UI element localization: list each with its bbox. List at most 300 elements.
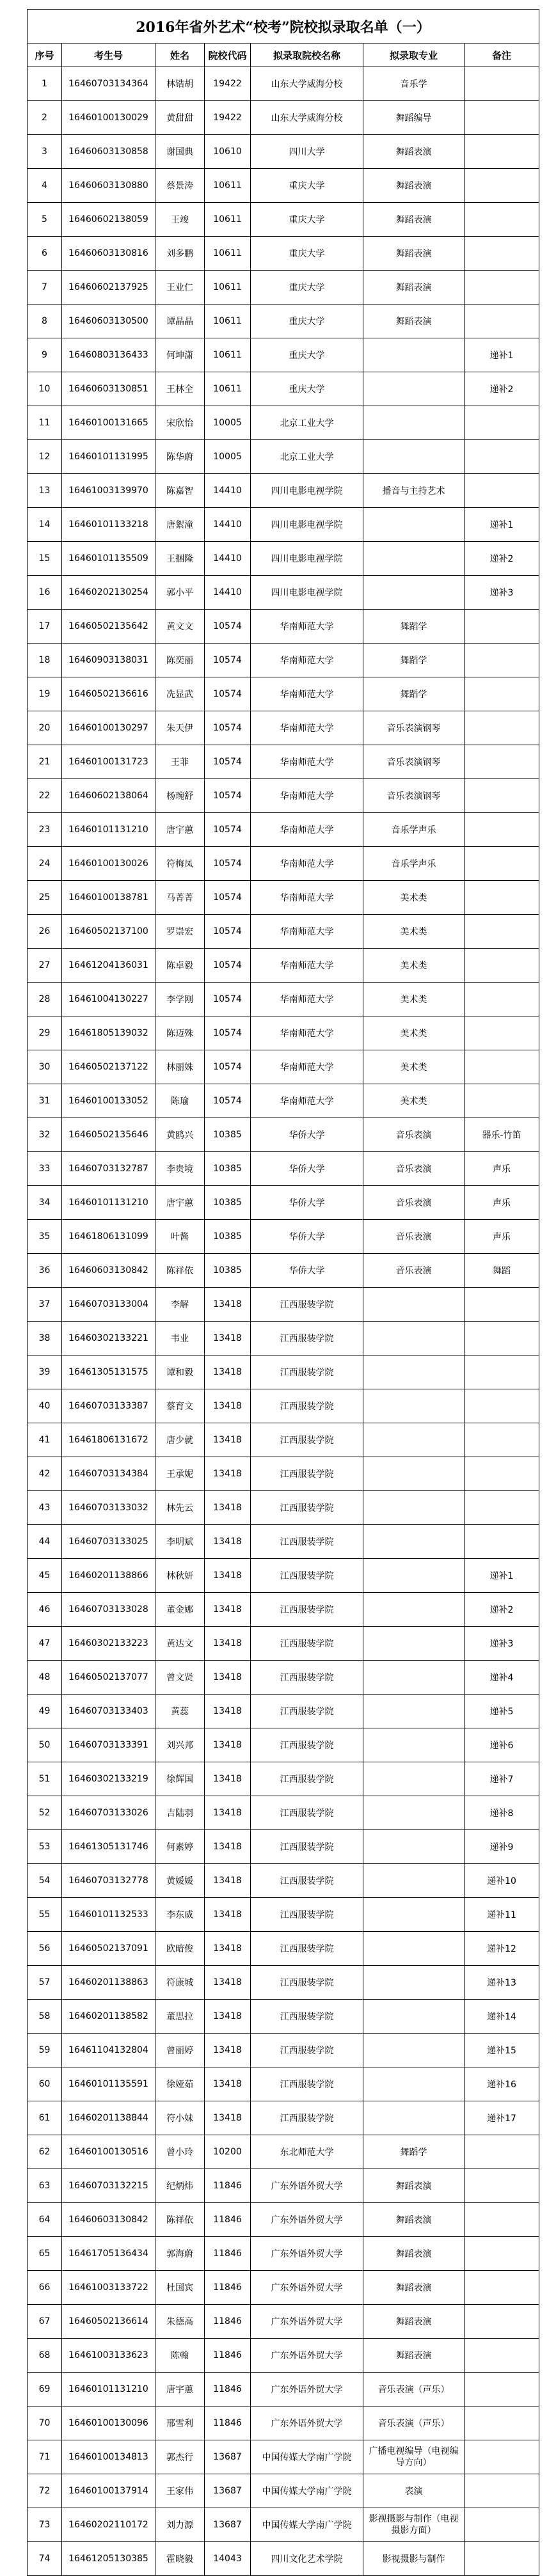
cell-remark <box>465 101 539 135</box>
cell-school-name: 中国传媒大学南广学院 <box>251 2440 363 2474</box>
cell-school-code: 14410 <box>205 576 251 610</box>
cell-remark: 递补2 <box>465 372 539 406</box>
admission-sheet <box>27 9 539 2576</box>
cell-school-code: 13687 <box>205 2440 251 2474</box>
cell-index: 61 <box>28 2101 62 2135</box>
cell-exam-id: 16461205130385 <box>62 2542 155 2576</box>
cell-name: 唐宇蕙 <box>155 2373 205 2406</box>
cell-school-name: 江西服装学院 <box>251 2000 363 2034</box>
table-row <box>28 2305 539 2339</box>
cell-remark: 声乐 <box>465 1186 539 1220</box>
cell-remark <box>465 1355 539 1389</box>
cell-exam-id: 16460101132533 <box>62 1898 155 1932</box>
table-row <box>28 949 539 983</box>
cell-exam-id: 16460302133223 <box>62 1627 155 1661</box>
cell-remark <box>465 779 539 813</box>
cell-school-code: 13418 <box>205 1457 251 1491</box>
table-row <box>28 813 539 847</box>
cell-name: 王竣 <box>155 203 205 237</box>
cell-index: 44 <box>28 1525 62 1559</box>
cell-remark <box>465 2135 539 2169</box>
table-row <box>28 1491 539 1525</box>
cell-school-code: 11846 <box>205 2373 251 2406</box>
cell-school-code: 11846 <box>205 2203 251 2237</box>
cell-school-name: 江西服装学院 <box>251 1762 363 1796</box>
cell-school-code: 19422 <box>205 67 251 101</box>
table-row <box>28 2135 539 2169</box>
cell-school-code: 13418 <box>205 1322 251 1355</box>
cell-major <box>363 576 465 610</box>
cell-name: 李东威 <box>155 1898 205 1932</box>
cell-major: 舞蹈学 <box>363 610 465 644</box>
cell-remark: 递补1 <box>465 1559 539 1593</box>
cell-remark: 递补1 <box>465 338 539 372</box>
cell-major: 美术类 <box>363 949 465 983</box>
cell-school-code: 10611 <box>205 372 251 406</box>
cell-school-name: 江西服装学院 <box>251 1423 363 1457</box>
cell-school-name: 广东外语外贸大学 <box>251 2373 363 2406</box>
cell-exam-id: 16460703132215 <box>62 2169 155 2203</box>
cell-major: 舞蹈表演 <box>363 2169 465 2203</box>
cell-index: 21 <box>28 745 62 779</box>
table-row <box>28 135 539 169</box>
cell-remark <box>465 2169 539 2203</box>
cell-major <box>363 1457 465 1491</box>
cell-index: 17 <box>28 610 62 644</box>
cell-school-code: 14410 <box>205 542 251 576</box>
cell-exam-id: 16461004130227 <box>62 983 155 1016</box>
cell-index: 60 <box>28 2067 62 2101</box>
cell-exam-id: 16460100138781 <box>62 881 155 915</box>
cell-major: 音乐表演钢琴 <box>363 711 465 745</box>
cell-major <box>363 1661 465 1695</box>
cell-name: 陈卓毅 <box>155 949 205 983</box>
cell-major <box>363 1796 465 1830</box>
cell-name: 王业仁 <box>155 271 205 304</box>
cell-remark <box>465 644 539 677</box>
cell-remark: 递补10 <box>465 1864 539 1898</box>
cell-school-name: 华南师范大学 <box>251 677 363 711</box>
cell-index: 13 <box>28 474 62 508</box>
cell-name: 纪炳炜 <box>155 2169 205 2203</box>
cell-remark: 递补12 <box>465 1932 539 1966</box>
cell-remark: 递补3 <box>465 576 539 610</box>
cell-name: 冼显武 <box>155 677 205 711</box>
cell-exam-id: 16460803136433 <box>62 338 155 372</box>
cell-major: 舞蹈编导 <box>363 101 465 135</box>
cell-remark <box>465 1084 539 1118</box>
cell-index: 3 <box>28 135 62 169</box>
cell-index: 20 <box>28 711 62 745</box>
document-title: 2016年省外艺术“校考”院校拟录取名单（一） <box>28 10 539 43</box>
cell-name: 韦业 <box>155 1322 205 1355</box>
cell-index: 55 <box>28 1898 62 1932</box>
cell-name: 黄达文 <box>155 1627 205 1661</box>
cell-name: 何坤潇 <box>155 338 205 372</box>
cell-name: 徐娅茹 <box>155 2067 205 2101</box>
header-major: 拟录取专业 <box>363 43 465 67</box>
table-row <box>28 1898 539 1932</box>
cell-exam-id: 16460201138582 <box>62 2000 155 2034</box>
cell-name: 朱德高 <box>155 2305 205 2339</box>
cell-exam-id: 16460100130516 <box>62 2135 155 2169</box>
cell-major: 音乐表演钢琴 <box>363 779 465 813</box>
table-row <box>28 1288 539 1322</box>
cell-school-name: 江西服装学院 <box>251 1322 363 1355</box>
table-row <box>28 1084 539 1118</box>
cell-remark: 声乐 <box>465 1152 539 1186</box>
cell-remark <box>465 271 539 304</box>
cell-remark: 递补3 <box>465 1627 539 1661</box>
table-row <box>28 1423 539 1457</box>
cell-remark <box>465 135 539 169</box>
cell-name: 李贵境 <box>155 1152 205 1186</box>
cell-index: 7 <box>28 271 62 304</box>
cell-school-code: 11846 <box>205 2305 251 2339</box>
cell-index: 74 <box>28 2542 62 2576</box>
table-row <box>28 2508 539 2542</box>
cell-exam-id: 16460101131995 <box>62 440 155 474</box>
cell-school-code: 13418 <box>205 1355 251 1389</box>
cell-school-name: 华南师范大学 <box>251 644 363 677</box>
cell-school-name: 四川电影电视学院 <box>251 576 363 610</box>
cell-name: 王承妮 <box>155 1457 205 1491</box>
cell-school-code: 11846 <box>205 2237 251 2271</box>
cell-index: 11 <box>28 406 62 440</box>
cell-school-code: 13418 <box>205 1830 251 1864</box>
cell-exam-id: 16460602138064 <box>62 779 155 813</box>
cell-school-code: 13418 <box>205 1491 251 1525</box>
cell-major: 舞蹈学 <box>363 677 465 711</box>
cell-school-code: 10574 <box>205 983 251 1016</box>
cell-name: 黄蕊 <box>155 1695 205 1728</box>
cell-school-code: 10574 <box>205 711 251 745</box>
cell-school-name: 江西服装学院 <box>251 1830 363 1864</box>
cell-school-code: 10611 <box>205 338 251 372</box>
cell-exam-id: 16460202110172 <box>62 2508 155 2542</box>
cell-school-name: 华侨大学 <box>251 1152 363 1186</box>
cell-index: 53 <box>28 1830 62 1864</box>
cell-school-code: 13687 <box>205 2508 251 2542</box>
cell-major: 影视摄影与制作 <box>363 2542 465 2576</box>
cell-school-code: 10574 <box>205 1050 251 1084</box>
cell-school-code: 13418 <box>205 2000 251 2034</box>
cell-school-code: 13418 <box>205 1728 251 1762</box>
cell-major <box>363 1423 465 1457</box>
cell-school-code: 10385 <box>205 1118 251 1152</box>
cell-name: 杨琬舒 <box>155 779 205 813</box>
cell-school-code: 10574 <box>205 644 251 677</box>
cell-index: 57 <box>28 1966 62 2000</box>
cell-exam-id: 16460603130858 <box>62 135 155 169</box>
cell-index: 70 <box>28 2406 62 2440</box>
cell-school-code: 14410 <box>205 474 251 508</box>
table-row <box>28 2034 539 2067</box>
cell-school-name: 四川大学 <box>251 135 363 169</box>
cell-exam-id: 16460100134813 <box>62 2440 155 2474</box>
cell-remark <box>465 1322 539 1355</box>
cell-remark: 递补5 <box>465 1695 539 1728</box>
cell-school-code: 11846 <box>205 2339 251 2373</box>
cell-school-name: 华侨大学 <box>251 1118 363 1152</box>
cell-school-code: 10005 <box>205 406 251 440</box>
cell-exam-id: 16460502137077 <box>62 1661 155 1695</box>
cell-remark <box>465 304 539 338</box>
table-row <box>28 338 539 372</box>
cell-remark <box>465 2542 539 2576</box>
cell-school-code: 10574 <box>205 949 251 983</box>
cell-remark: 声乐 <box>465 1220 539 1254</box>
cell-major: 美术类 <box>363 983 465 1016</box>
cell-exam-id: 16460703133391 <box>62 1728 155 1762</box>
cell-index: 6 <box>28 237 62 271</box>
table-row <box>28 644 539 677</box>
table-row <box>28 474 539 508</box>
cell-exam-id: 16460202130254 <box>62 576 155 610</box>
cell-name: 谭和毅 <box>155 1355 205 1389</box>
cell-index: 25 <box>28 881 62 915</box>
cell-major: 音乐表演 <box>363 1118 465 1152</box>
cell-exam-id: 16460201138866 <box>62 1559 155 1593</box>
cell-name: 杜国宾 <box>155 2271 205 2305</box>
cell-exam-id: 16460101131210 <box>62 813 155 847</box>
cell-exam-id: 16460603130851 <box>62 372 155 406</box>
cell-school-name: 华南师范大学 <box>251 915 363 949</box>
table-row <box>28 2373 539 2406</box>
cell-index: 27 <box>28 949 62 983</box>
cell-name: 李学刚 <box>155 983 205 1016</box>
cell-remark <box>465 2271 539 2305</box>
table-row <box>28 2271 539 2305</box>
header-index: 序号 <box>28 43 62 67</box>
table-row <box>28 2237 539 2271</box>
cell-name: 陈嘉智 <box>155 474 205 508</box>
table-row <box>28 508 539 542</box>
cell-remark <box>465 983 539 1016</box>
cell-school-code: 10611 <box>205 169 251 203</box>
cell-remark <box>465 2339 539 2373</box>
cell-name: 曾丽婷 <box>155 2034 205 2067</box>
cell-school-name: 华南师范大学 <box>251 983 363 1016</box>
cell-index: 14 <box>28 508 62 542</box>
cell-remark <box>465 1288 539 1322</box>
cell-index: 12 <box>28 440 62 474</box>
cell-name: 李解 <box>155 1288 205 1322</box>
cell-name: 王捆隆 <box>155 542 205 576</box>
cell-major <box>363 1355 465 1389</box>
cell-index: 4 <box>28 169 62 203</box>
cell-school-code: 10574 <box>205 745 251 779</box>
cell-school-name: 江西服装学院 <box>251 1898 363 1932</box>
cell-major: 美术类 <box>363 881 465 915</box>
cell-exam-id: 16460101135591 <box>62 2067 155 2101</box>
header-row <box>28 43 539 67</box>
cell-index: 42 <box>28 1457 62 1491</box>
cell-exam-id: 16460201138863 <box>62 1966 155 2000</box>
cell-school-name: 广东外语外贸大学 <box>251 2271 363 2305</box>
cell-name: 林丽姝 <box>155 1050 205 1084</box>
cell-remark <box>465 440 539 474</box>
cell-name: 林先云 <box>155 1491 205 1525</box>
cell-school-name: 江西服装学院 <box>251 1966 363 2000</box>
cell-remark <box>465 847 539 881</box>
cell-remark: 器乐-竹笛 <box>465 1118 539 1152</box>
cell-major <box>363 1593 465 1627</box>
cell-major: 播音与主持艺术 <box>363 474 465 508</box>
cell-school-name: 重庆大学 <box>251 203 363 237</box>
cell-school-name: 广东外语外贸大学 <box>251 2203 363 2237</box>
cell-remark <box>465 67 539 101</box>
cell-school-name: 华南师范大学 <box>251 949 363 983</box>
cell-major <box>363 1762 465 1796</box>
cell-name: 刘兴邦 <box>155 1728 205 1762</box>
cell-remark <box>465 881 539 915</box>
cell-name: 叶酱 <box>155 1220 205 1254</box>
table-row <box>28 2203 539 2237</box>
cell-name: 谭晶晶 <box>155 304 205 338</box>
cell-major: 舞蹈表演 <box>363 2305 465 2339</box>
cell-school-name: 江西服装学院 <box>251 2101 363 2135</box>
cell-index: 63 <box>28 2169 62 2203</box>
cell-name: 罗崇宏 <box>155 915 205 949</box>
cell-name: 陈迈殊 <box>155 1016 205 1050</box>
cell-remark <box>465 2305 539 2339</box>
cell-index: 66 <box>28 2271 62 2305</box>
cell-exam-id: 16461705136434 <box>62 2237 155 2271</box>
cell-index: 28 <box>28 983 62 1016</box>
cell-exam-id: 16460100137914 <box>62 2474 155 2508</box>
cell-index: 5 <box>28 203 62 237</box>
cell-exam-id: 16460100131723 <box>62 745 155 779</box>
cell-name: 董金娜 <box>155 1593 205 1627</box>
cell-school-code: 13418 <box>205 1559 251 1593</box>
cell-school-name: 广东外语外贸大学 <box>251 2339 363 2373</box>
cell-major: 舞蹈表演 <box>363 2339 465 2373</box>
cell-name: 陈奕丽 <box>155 644 205 677</box>
cell-school-name: 江西服装学院 <box>251 1355 363 1389</box>
cell-remark: 递补8 <box>465 1796 539 1830</box>
cell-school-name: 东北师范大学 <box>251 2135 363 2169</box>
cell-index: 37 <box>28 1288 62 1322</box>
cell-school-name: 四川电影电视学院 <box>251 508 363 542</box>
cell-index: 33 <box>28 1152 62 1186</box>
cell-major: 影视摄影与制作（电视摄影方面） <box>363 2508 465 2542</box>
cell-remark <box>465 1389 539 1423</box>
cell-school-name: 江西服装学院 <box>251 1627 363 1661</box>
cell-index: 34 <box>28 1186 62 1220</box>
cell-remark <box>465 474 539 508</box>
cell-school-name: 北京工业大学 <box>251 440 363 474</box>
table-row <box>28 1152 539 1186</box>
cell-major <box>363 1728 465 1762</box>
cell-school-code: 13418 <box>205 1864 251 1898</box>
cell-exam-id: 16460703132787 <box>62 1152 155 1186</box>
table-row <box>28 1389 539 1423</box>
table-row <box>28 2474 539 2508</box>
cell-school-name: 华南师范大学 <box>251 881 363 915</box>
cell-remark: 递补6 <box>465 1728 539 1762</box>
cell-school-code: 13687 <box>205 2474 251 2508</box>
table-row <box>28 203 539 237</box>
cell-exam-id: 16460603130842 <box>62 2203 155 2237</box>
cell-index: 16 <box>28 576 62 610</box>
cell-school-code: 10385 <box>205 1186 251 1220</box>
cell-school-code: 10385 <box>205 1254 251 1288</box>
cell-school-name: 江西服装学院 <box>251 2067 363 2101</box>
cell-name: 符康城 <box>155 1966 205 2000</box>
cell-remark <box>465 237 539 271</box>
cell-major: 音乐表演 <box>363 1220 465 1254</box>
table-row <box>28 1118 539 1152</box>
cell-remark <box>465 1491 539 1525</box>
cell-name: 何素婷 <box>155 1830 205 1864</box>
cell-remark <box>465 2440 539 2474</box>
cell-index: 59 <box>28 2034 62 2067</box>
cell-school-code: 13418 <box>205 1966 251 2000</box>
cell-school-name: 江西服装学院 <box>251 1728 363 1762</box>
cell-name: 曾文贤 <box>155 1661 205 1695</box>
cell-major <box>363 1864 465 1898</box>
cell-name: 谢国典 <box>155 135 205 169</box>
cell-remark: 递补11 <box>465 1898 539 1932</box>
cell-remark: 递补1 <box>465 508 539 542</box>
cell-index: 62 <box>28 2135 62 2169</box>
cell-exam-id: 16460703133028 <box>62 1593 155 1627</box>
cell-index: 56 <box>28 1932 62 1966</box>
cell-school-name: 四川文化艺术学院 <box>251 2542 363 2576</box>
table-row <box>28 271 539 304</box>
cell-remark <box>465 745 539 779</box>
cell-exam-id: 16460100131665 <box>62 406 155 440</box>
cell-school-code: 13418 <box>205 1389 251 1423</box>
cell-exam-id: 16460502135642 <box>62 610 155 644</box>
cell-school-name: 重庆大学 <box>251 271 363 304</box>
cell-school-name: 江西服装学院 <box>251 1864 363 1898</box>
table-row <box>28 372 539 406</box>
header-exam-id: 考生号 <box>62 43 155 67</box>
cell-major <box>363 1322 465 1355</box>
cell-name: 郭杰行 <box>155 2440 205 2474</box>
cell-name: 符梅凤 <box>155 847 205 881</box>
cell-exam-id: 16461003133722 <box>62 2271 155 2305</box>
cell-school-name: 广东外语外贸大学 <box>251 2305 363 2339</box>
cell-remark <box>465 813 539 847</box>
cell-index: 65 <box>28 2237 62 2271</box>
cell-index: 45 <box>28 1559 62 1593</box>
cell-index: 49 <box>28 1695 62 1728</box>
cell-major <box>363 338 465 372</box>
table-row <box>28 745 539 779</box>
cell-school-name: 华南师范大学 <box>251 610 363 644</box>
table-row <box>28 1186 539 1220</box>
cell-school-name: 华南师范大学 <box>251 1016 363 1050</box>
cell-index: 64 <box>28 2203 62 2237</box>
cell-name: 蔡育文 <box>155 1389 205 1423</box>
cell-index: 50 <box>28 1728 62 1762</box>
header-name: 姓名 <box>155 43 205 67</box>
cell-exam-id: 16460603130500 <box>62 304 155 338</box>
cell-exam-id: 16460100130029 <box>62 101 155 135</box>
table-row <box>28 1762 539 1796</box>
cell-name: 郭小平 <box>155 576 205 610</box>
cell-exam-id: 16460201138844 <box>62 2101 155 2135</box>
cell-school-name: 重庆大学 <box>251 338 363 372</box>
cell-exam-id: 16460602138059 <box>62 203 155 237</box>
header-school-code: 院校代码 <box>205 43 251 67</box>
cell-school-name: 重庆大学 <box>251 304 363 338</box>
cell-exam-id: 16461003133623 <box>62 2339 155 2373</box>
table-row <box>28 915 539 949</box>
